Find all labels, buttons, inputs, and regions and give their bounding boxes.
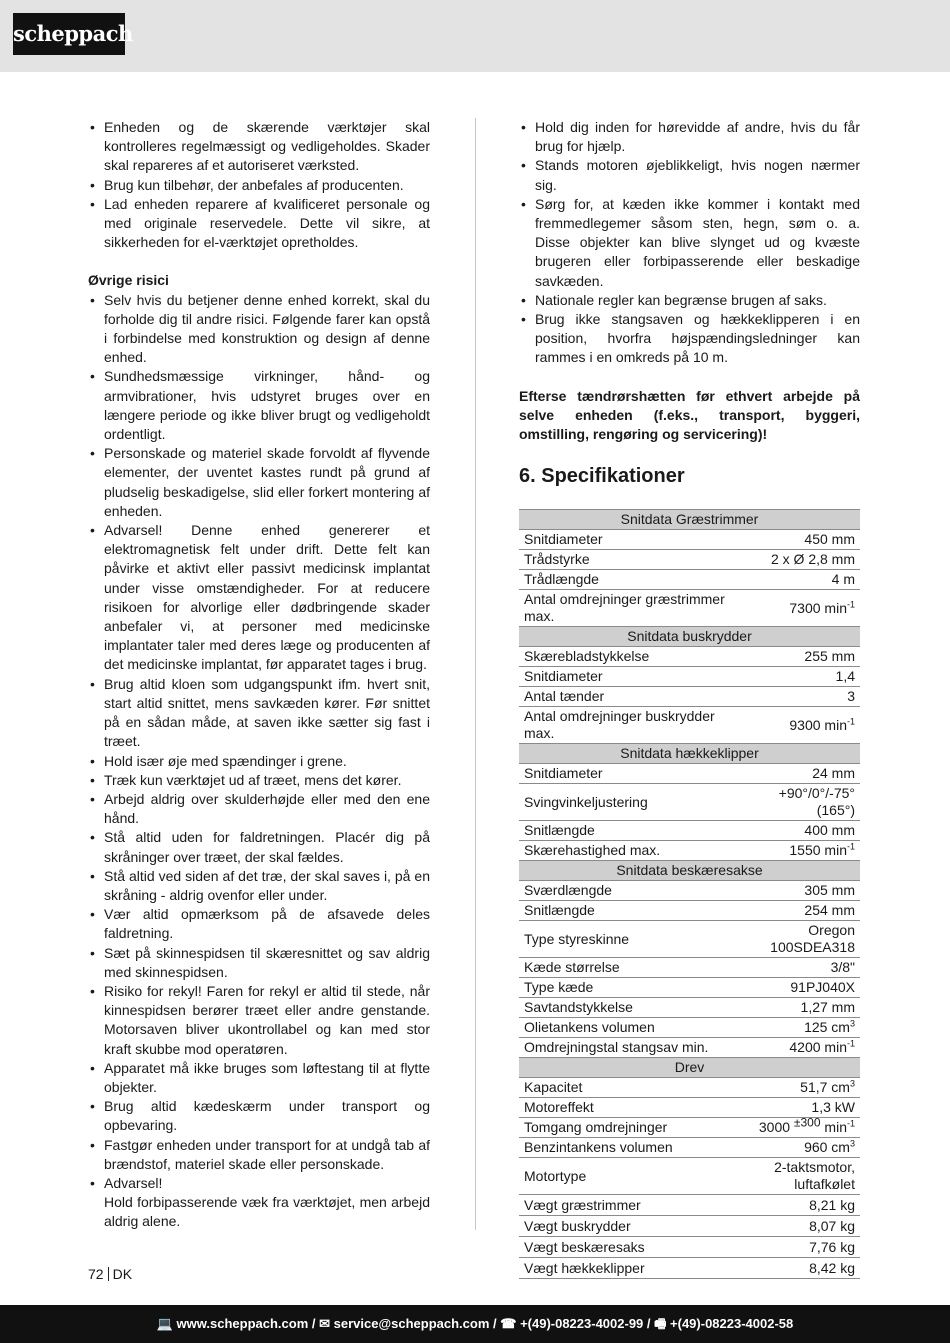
- column-divider: [475, 118, 476, 1230]
- list-item: • Sørg for, at kæden ikke kommer i kontakt med fremmedlegemer såsom sten, hegn, søm o. a. Disse objekter kan blive slynget ud og kvæste brugeren eller forbipasserende eller beskadige savkæden.: [519, 195, 860, 291]
- table-row: [519, 1078, 860, 1098]
- value-text: 3000: [758, 1119, 794, 1136]
- list-item: • Lad enheden reparere af kvalificeret personale og med originale reservedele. Dette vil sikre, at sikkerheden for el-værktøjet opretholdes.: [88, 195, 430, 253]
- fax-number: +(49)-08223-4002-58: [670, 1316, 794, 1331]
- spec-value: [739, 1018, 860, 1038]
- table-row: [519, 998, 860, 1018]
- spec-value: 8,42 kg: [739, 1258, 860, 1279]
- spec-label: Vægt buskrydder: [519, 1216, 739, 1237]
- section-title: Specifikationer: [541, 465, 685, 488]
- spec-label: Snitlængde: [519, 901, 739, 921]
- list-item: • Stå altid ved siden af det træ, der skal saves i, på en skråning - aldrig ovenfor eller under.: [88, 867, 430, 905]
- value-text: 1550 min: [789, 842, 847, 859]
- spec-label: Motortype: [519, 1158, 739, 1195]
- list-item: [88, 1174, 430, 1232]
- spec-label: Olietankens volumen: [519, 1018, 739, 1038]
- table-row: [519, 821, 860, 841]
- page-number: 72: [88, 1266, 104, 1282]
- table-row: [519, 978, 860, 998]
- spec-value: 8,07 kg: [739, 1216, 860, 1237]
- table-row: [519, 958, 860, 978]
- value-text: 7300 min: [789, 599, 847, 616]
- spec-label: Skærehastighed max.: [519, 841, 739, 861]
- value-exponent: -1: [846, 1118, 855, 1129]
- list-item: • Personskade og materiel skade forvoldt af flyvende elementer, der uventet kastes rundt på grund af pludselig beskadigelse, slid eller forkert montering af enheden.: [88, 444, 430, 521]
- table-row: [519, 1038, 860, 1058]
- value-exponent: -1: [846, 716, 855, 727]
- spec-label: Vægt beskæresaks: [519, 1237, 739, 1258]
- spec-value: 305 mm: [739, 881, 860, 901]
- risk-bullet-list: [88, 291, 430, 1232]
- separator: /: [308, 1316, 320, 1331]
- spec-label: Savtandstykkelse: [519, 998, 739, 1018]
- spec-value: 3/8": [739, 958, 860, 978]
- spec-value: [739, 1078, 860, 1098]
- list-item: • Brug altid kloen som udgangspunkt ifm. hvert snit, start altid snittet, mens savkæden kører. Før snittet på en sådan måde, at saven ikke sætter sig fast i træet.: [88, 675, 430, 752]
- value-exponent: 3: [849, 1138, 855, 1149]
- spec-label: Vægt hækkeklipper: [519, 1258, 739, 1279]
- spec-value: 8,21 kg: [739, 1195, 860, 1216]
- list-item: • Stå altid uden for faldretningen. Placér dig på skråninger over træet, der skal fældes.: [88, 828, 430, 866]
- list-item: • Hold dig inden for hørevidde af andre, hvis du får brug for hjælp.: [519, 118, 860, 156]
- table-row: [519, 687, 860, 707]
- value-exponent: 3: [849, 1078, 855, 1089]
- spec-value: [739, 1115, 860, 1138]
- warning-text: Hold forbipasserende væk fra værktøjet, men arbejd aldrig alene.: [104, 1194, 430, 1230]
- spec-value: 1,4: [739, 667, 860, 687]
- list-item: • Brug ikke stangsaven og hækkeklipperen i en position, hvorfra højspændingsledninger kan rammes i en omkreds på 10 m.: [519, 310, 860, 368]
- value-text: 960 cm: [804, 1139, 850, 1156]
- spec-group-header: Snitdata hækkeklipper: [519, 744, 860, 764]
- warning-label: • Advarsel!: [104, 1174, 163, 1191]
- spec-group-header: Snitdata Græstrimmer: [519, 510, 860, 530]
- table-row: [519, 1216, 860, 1237]
- phone-icon: ☎: [500, 1316, 521, 1331]
- spec-value: [739, 590, 860, 627]
- header-bar: [0, 0, 950, 72]
- spec-label: Sværdlængde: [519, 881, 739, 901]
- language-code: DK: [112, 1266, 133, 1282]
- list-item: • Selv hvis du betjener denne enhed korrekt, skal du forholde dig til andre risici. Følgende farer kan opstå i forbindelse med konstruktion og design af denne enhed.: [88, 291, 430, 368]
- list-item: • Sæt på skinnespidsen til skæresnittet og sav aldrig med skinnespidsen.: [88, 944, 430, 982]
- spec-group-header: Drev: [519, 1058, 860, 1078]
- spec-value: 7,76 kg: [739, 1237, 860, 1258]
- spec-label: Skærebladstykkelse: [519, 647, 739, 667]
- spec-label: Type styreskinne: [519, 921, 739, 958]
- specifications-table: [519, 509, 860, 1279]
- table-row: [519, 647, 860, 667]
- spec-label: Snitdiameter: [519, 530, 739, 550]
- spec-value: 1,3 kW: [739, 1098, 860, 1118]
- table-row: [519, 1237, 860, 1258]
- spec-value: [739, 707, 860, 744]
- value-exponent: -1: [846, 841, 855, 852]
- spec-value: 255 mm: [739, 647, 860, 667]
- spec-label: Type kæde: [519, 978, 739, 998]
- table-row: [519, 530, 860, 550]
- value-unit: min: [820, 1119, 847, 1136]
- email-link[interactable]: service@scheppach.com: [333, 1316, 490, 1331]
- scheppach-logo: scheppach: [13, 13, 125, 55]
- phone-number[interactable]: +(49)-08223-4002-99: [520, 1316, 644, 1331]
- fax-icon: 🖷: [654, 1316, 671, 1331]
- list-item: • Brug kun tilbehør, der anbefales af producenten.: [88, 176, 430, 195]
- table-row: [519, 841, 860, 861]
- table-row: [519, 550, 860, 570]
- contact-bar: [0, 1305, 950, 1343]
- table-row: [519, 881, 860, 901]
- value-tolerance: ±300: [793, 1115, 821, 1130]
- table-row: [519, 1158, 860, 1195]
- spec-label: Trådlængde: [519, 570, 739, 590]
- spec-label: Motoreffekt: [519, 1098, 739, 1118]
- spec-value: 3: [739, 687, 860, 707]
- list-item: • Risiko for rekyl! Faren for rekyl er altid til stede, når kinnespidsen berører træet eller andre genstande. Motorsaven bliver ukontrollabel og kan med stor kraft skubbe mod operatøren.: [88, 982, 430, 1059]
- table-row: [519, 901, 860, 921]
- table-row: [519, 1138, 860, 1158]
- value-exponent: -1: [846, 599, 855, 610]
- list-item: • Apparatet må ikke bruges som løftestang til at flytte objekter.: [88, 1059, 430, 1097]
- spec-label: Snitdiameter: [519, 764, 739, 784]
- value-text: 4200 min: [789, 1039, 847, 1056]
- table-row: [519, 667, 860, 687]
- website-link[interactable]: www.scheppach.com: [176, 1316, 309, 1331]
- list-item: • Brug altid kædeskærm under transport og opbevaring.: [88, 1097, 430, 1135]
- spec-value: +90°/0°/-75° (165°): [739, 784, 860, 821]
- value-line: luftafkølet: [794, 1176, 855, 1193]
- table-row: [519, 707, 860, 744]
- table-row: [519, 1195, 860, 1216]
- intro-bullet-list: [88, 118, 430, 252]
- table-row: [519, 784, 860, 821]
- spec-value: 400 mm: [739, 821, 860, 841]
- separator: /: [489, 1316, 501, 1331]
- spec-value: 4 m: [739, 570, 860, 590]
- table-row: [519, 1018, 860, 1038]
- left-column: [88, 118, 430, 1232]
- risk-heading: Øvrige risici: [88, 272, 169, 289]
- list-item: • Arbejd aldrig over skulderhøjde eller med den ene hånd.: [88, 790, 430, 828]
- value-text: 125 cm: [804, 1019, 850, 1036]
- table-row: [519, 1118, 860, 1138]
- value-text: 9300 min: [789, 716, 847, 733]
- spec-value: [739, 1038, 860, 1058]
- spec-label: Benzintankens volumen: [519, 1138, 739, 1158]
- spec-value: 91PJ040X: [739, 978, 860, 998]
- value-line: 100SDEA318: [770, 939, 855, 956]
- table-row: [519, 1258, 860, 1279]
- right-column: [519, 118, 860, 1279]
- spec-label: Kapacitet: [519, 1078, 739, 1098]
- spec-value: 450 mm: [739, 530, 860, 550]
- value-text: 51,7 cm: [800, 1079, 850, 1096]
- spec-group-header: Snitdata buskrydder: [519, 627, 860, 647]
- safety-bullet-list: [519, 118, 860, 368]
- list-item: • Advarsel! Denne enhed genererer et elektromagnetisk felt under drift. Dette felt kan påvirke et aktivt eller passivt medicinsk implantat under visse omstændigheder. For at reducere risikoen for alvorlige eller dødbringende skader anbefaler vi, at personer med medicinske implantater taler med deres læge og producenten af det medicinske implantat, før apparatet tages i brug.: [88, 521, 430, 675]
- spec-value: 254 mm: [739, 901, 860, 921]
- spec-value: [739, 841, 860, 861]
- spec-value: 2 x Ø 2,8 mm: [739, 550, 860, 570]
- value-line: 2-taktsmotor,: [774, 1159, 855, 1176]
- value-exponent: -1: [846, 1038, 855, 1049]
- spec-value: 1,27 mm: [739, 998, 860, 1018]
- list-item: • Vær altid opmærksom på de afsavede deles faldretning.: [88, 905, 430, 943]
- spec-label: Antal tænder: [519, 687, 739, 707]
- separator: /: [643, 1316, 655, 1331]
- spec-value: [739, 1138, 860, 1158]
- spec-value: [739, 1158, 860, 1195]
- list-item: • Nationale regler kan begrænse brugen af saks.: [519, 291, 860, 310]
- table-row: [519, 764, 860, 784]
- section-number: 6.: [519, 465, 536, 488]
- list-item: • Fastgør enheden under transport for at undgå tab af brændstof, materiel skade eller personskade.: [88, 1136, 430, 1174]
- spec-label: Snitlængde: [519, 821, 739, 841]
- list-item: • Hold især øje med spændinger i grene.: [88, 752, 430, 771]
- footer-separator: [108, 1267, 109, 1281]
- list-item: • Enheden og de skærende værktøjer skal kontrolleres regelmæssigt og vedligeholdes. Skader skal repareres af et autoriseret værksted.: [88, 118, 430, 176]
- value-line: Oregon: [808, 922, 855, 939]
- list-item: • Sundhedsmæssige virkninger, hånd- og armvibrationer, hvis udstyret bruges over en længere periode og ikke bliver brugt og vedligeholdt ordentligt.: [88, 367, 430, 444]
- spec-label: Trådstyrke: [519, 550, 739, 570]
- spec-value: [739, 921, 860, 958]
- table-row: [519, 590, 860, 627]
- mail-icon: ✉: [319, 1316, 334, 1331]
- list-item: • Stands motoren øjeblikkeligt, hvis nogen nærmer sig.: [519, 156, 860, 194]
- spec-label: Antal omdrejninger buskrydder max.: [519, 707, 739, 744]
- spec-label: Omdrejningstal stangsav min.: [519, 1038, 739, 1058]
- list-item: • Træk kun værktøjet ud af træet, mens det kører.: [88, 771, 430, 790]
- spec-label: Kæde størrelse: [519, 958, 739, 978]
- spec-label: Antal omdrejninger græstrimmer max.: [519, 590, 739, 627]
- spec-label: Snitdiameter: [519, 667, 739, 687]
- computer-icon: 💻: [156, 1316, 177, 1331]
- spec-label: Vægt græstrimmer: [519, 1195, 739, 1216]
- spec-label: Tomgang omdrejninger: [519, 1118, 739, 1138]
- page-footer: [88, 1266, 132, 1282]
- section-heading: [519, 464, 860, 488]
- table-row: [519, 921, 860, 958]
- spec-group-header: Snitdata beskæresakse: [519, 861, 860, 881]
- spec-value: 24 mm: [739, 764, 860, 784]
- spec-label: Svingvinkeljustering: [519, 784, 739, 821]
- value-exponent: 3: [849, 1018, 855, 1029]
- spark-plug-warning: Efterse tændrørshætten før ethvert arbejde på selve enheden (f.eks., transport, byggeri, omstilling, rengøring og servicering)!: [519, 387, 860, 443]
- table-row: [519, 570, 860, 590]
